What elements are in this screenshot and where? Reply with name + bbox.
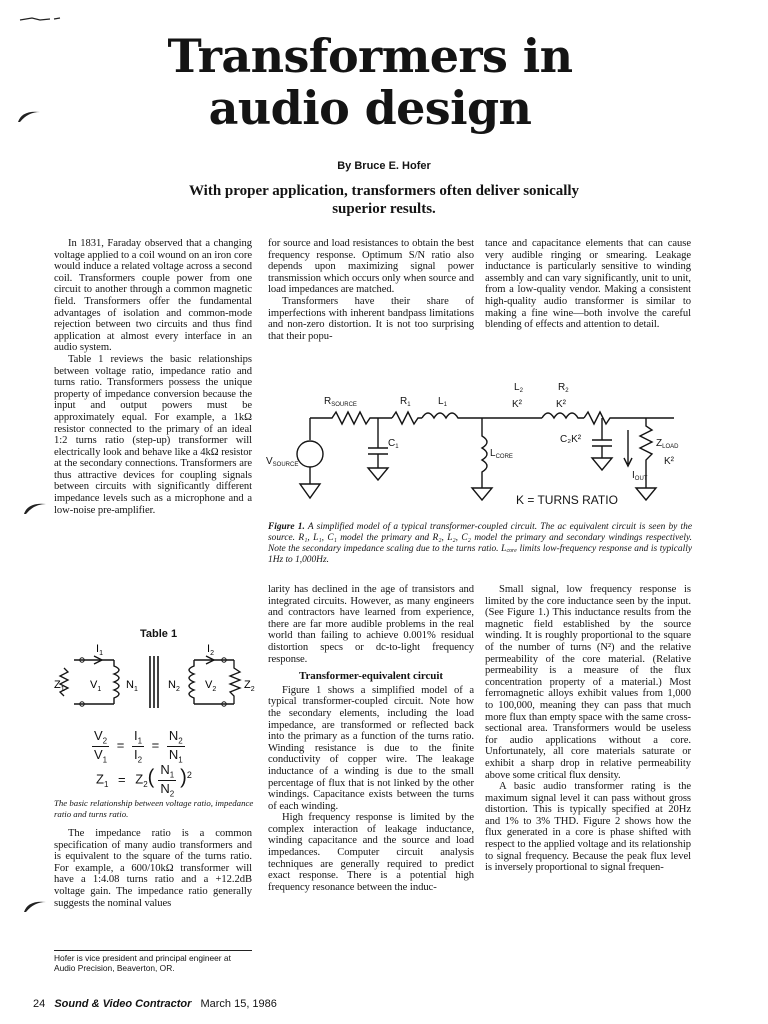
article-title bbox=[160, 30, 580, 134]
issue-date: March 15, 1986 bbox=[200, 998, 277, 1010]
label-l2: $L_2$ bbox=[514, 382, 523, 394]
label-c1: $C_1$ bbox=[388, 438, 399, 450]
section-heading: Transformer-equivalent circuit bbox=[298, 670, 443, 683]
label-z2: $Z_2$ bbox=[244, 679, 255, 693]
paragraph: Table 1 reviews the basic relationships between voltage ratio, impedance ratio and turns ratio. Transformers possess the unique property of impedance conversion because the input and output powers must be approximately equal. For example, a 1kΩ resistor connected to the primary of an ideal 1:2 turns ratio (step-up) transformer will electrically look and behave like a 4kΩ resistor at the secondary connections. Transformers are thus attractive devices for coupling signals between circuits with significantly different impedance levels such as a microphone and a low-noise pre-amplifier. bbox=[54, 353, 252, 516]
ground-symbol bbox=[636, 488, 656, 500]
column-1 bbox=[54, 238, 252, 516]
paragraph: for source and load resistances to obtain the best frequency response. Optimum S/N ratio also depends upon maximizing signal power transmission which occurs only when source and load impedances are matched. bbox=[268, 238, 474, 296]
label-i2: $I_2$ bbox=[207, 643, 214, 657]
label-n1: $N_1$ bbox=[126, 679, 138, 693]
load-resistor bbox=[230, 660, 240, 704]
punch-mark bbox=[22, 898, 48, 914]
paragraph: A basic audio transformer rating is the maximum signal level it can pass without gross distortion. This is typically specified at 20Hz and 1% to 3% THD. Figure 2 shows how the flux generated in a core is phase shifted with respect to the applied voltage and its relationship to signal frequency. Because the peak flux level is inversely proportional to signal frequen- bbox=[485, 781, 691, 874]
label-v-source: $V_{SOURCE}$ bbox=[266, 456, 299, 468]
figure-1-caption bbox=[268, 522, 692, 566]
primary-winding bbox=[114, 660, 119, 704]
figure-1-caption-text: A simplified model of a typical transformer-coupled circuit. The ac equivalent circuit is seen by the source. R₁, L₁, C₁ model the primary and R₂, L₂, C₂ model the primary and secondary windings respectively. Note the secondary impedance scaling due to the turns ratio. L꜀ₒᵣₑ limits low-frequency response and is typically 1Hz to 1,000Hz. bbox=[268, 522, 692, 565]
ground-symbol bbox=[300, 484, 320, 498]
punch-mark bbox=[22, 500, 48, 516]
column-2-continued bbox=[268, 584, 474, 893]
column-3-continued bbox=[485, 584, 691, 874]
ground-symbol bbox=[592, 458, 612, 470]
c2-capacitor bbox=[592, 418, 612, 458]
label-i1: $I_1$ bbox=[96, 643, 103, 657]
label-r1: $R_1$ bbox=[400, 396, 411, 408]
label-r-source: $R_{SOURCE}$ bbox=[324, 396, 357, 408]
page-number: 24 bbox=[33, 998, 46, 1010]
deck-subtitle: With proper application, transformers often deliver sonically superior results. bbox=[188, 183, 580, 217]
turns-ratio-label: K = TURNS RATIO bbox=[516, 493, 618, 507]
column-3 bbox=[485, 238, 691, 331]
ground-symbol bbox=[368, 468, 388, 480]
figure-1-circuit bbox=[262, 380, 692, 516]
label-k2-load: K² bbox=[664, 456, 674, 467]
core bbox=[150, 656, 158, 708]
l1-inductor bbox=[422, 413, 482, 418]
table-1-title: Table 1 bbox=[140, 628, 178, 640]
paragraph: Figure 1 shows a simplified model of a typical transformer-coupled circuit. Note how the secondary elements, including the load impedance, are transformed or reflected back into the primary as a function of the turns ratio. Winding resistance is due to the finite conductivity of copper wire. The leakage inductance of a winding is due to the small percentage of flux that is not linked by the other windings. Capacitance exists between the turns of each winding. bbox=[268, 684, 474, 812]
footnote-rule bbox=[54, 950, 252, 951]
page-footer bbox=[33, 998, 277, 1010]
label-z1: $Z_1$ bbox=[54, 679, 65, 693]
label-c2k2: C₂K² bbox=[560, 434, 582, 445]
author-footnote: Hofer is vice president and principal engineer at Audio Precision, Beaverton, OR. bbox=[54, 953, 231, 973]
v-source-generator bbox=[297, 441, 323, 467]
byline: By Bruce E. Hofer bbox=[337, 160, 431, 172]
i-out-arrow bbox=[624, 430, 632, 466]
r2-resistor bbox=[584, 412, 674, 424]
paragraph: High frequency response is limited by the complex interaction of leakage inductance, winding capacitance and the source and load impedances. Computer circuit analysis techniques are generally required to predict exact response. There is a potential high frequency resonance between the induc- bbox=[268, 812, 474, 893]
equation-ratio: $\frac{V_2}{V_1}$ = $\frac{I_1}{I_2}$ = $\frac{N_2}{N_1}$ bbox=[94, 728, 183, 765]
ground-symbol bbox=[472, 488, 492, 500]
label-v1: $V_1$ bbox=[90, 679, 102, 693]
paragraph: tance and capacitance elements that can cause very audible ringing or smearing. Leakage inductance is particularly sensitive to winding assembly and can vary significantly, unit to unit, from a low-quality vendor. Making a consistent high-quality audio transformer is similar to making a fine wine—both involve the careful blending of effects and attention to detail. bbox=[485, 238, 691, 331]
secondary-winding bbox=[189, 660, 194, 704]
paragraph: In 1831, Faraday observed that a changing voltage applied to a coil wound on an iron core would induce a related voltage across a second coil. Transformers couple power from one circuit to another through a common magnetic field. Transformers offer the fundamental advantages of isolation and common-mode rejection between two circuits and thus find application at almost every interface in an audio system. bbox=[54, 238, 252, 354]
r-source-resistor bbox=[310, 412, 392, 424]
equation-impedance: $Z_1 = Z_2$( $\frac{N_1}{N_2}$ )$^2$ bbox=[96, 762, 192, 799]
label-l-core: $L_{CORE}$ bbox=[490, 448, 513, 460]
column-1-continued bbox=[54, 828, 252, 909]
label-k2-l2: K² bbox=[512, 399, 522, 410]
table-1-diagram bbox=[54, 642, 264, 720]
label-n2: $N_2$ bbox=[168, 679, 180, 693]
l2-inductor bbox=[542, 413, 584, 418]
paragraph: Small signal, low frequency response is limited by the core inductance seen by the input. (See Figure 1.) This inductance results from the magnetic field established by the source winding. It is roughly proportional to the square of the number of turns (N²) and the relative permeability of the core material. (Relative permeability is a measure of the flux concentration property of a material.) Most ferromagnetic alloys exhibit values from 1,000 to 100,000, meaning they can pass that much more flux than empty space with the same cross-sectional area. Transformers would be useless for audio applications without a core. Unfortunately, all core materials saturate or exhibit a sharp drop in relative permeability above some critical flux density. bbox=[485, 584, 691, 781]
l-core-inductor bbox=[482, 418, 487, 488]
label-z-load: $Z_{LOAD}$ bbox=[656, 438, 679, 450]
corner-mark bbox=[18, 14, 66, 24]
paragraph: larity has declined in the age of transistors and integrated circuits. However, as many engineers and contractors have learned from experience, there are far more audible problems in the real world than failing to achieve 0.001% residual distortion specs or dc-to-light frequency response. bbox=[268, 584, 474, 665]
figure-1-label: Figure 1. bbox=[268, 522, 305, 532]
paragraph: The impedance ratio is a common specification of many audio transformers and is equivalent to the square of the turns ratio. For example, a 600/10kΩ transformer will have a 1:4.08 turns ratio and a +12.2dB voltage gain. The impedance ratio generally suggests the nominal values bbox=[54, 828, 252, 909]
magazine-name: Sound & Video Contractor bbox=[54, 998, 192, 1010]
table-1-caption: The basic relationship between voltage ratio, impedance ratio and turns ratio. bbox=[54, 798, 254, 819]
label-r2: $R_2$ bbox=[558, 382, 569, 394]
paragraph: Transformers have their share of imperfections with inherent bandpass limitations and non-zero distortion. It is not too surprising that their popu- bbox=[268, 295, 474, 342]
column-2 bbox=[268, 238, 474, 342]
c1-capacitor bbox=[368, 418, 388, 468]
label-l1: $L_1$ bbox=[438, 396, 447, 408]
punch-mark bbox=[16, 108, 42, 124]
label-i-out: $I_{OUT}$ bbox=[632, 470, 648, 482]
label-k2-r2: K² bbox=[556, 399, 566, 410]
label-v2: $V_2$ bbox=[205, 679, 217, 693]
title-line-2: audio design bbox=[208, 81, 532, 135]
r1-resistor bbox=[392, 412, 422, 424]
title-line-1: Transformers in bbox=[167, 29, 573, 83]
